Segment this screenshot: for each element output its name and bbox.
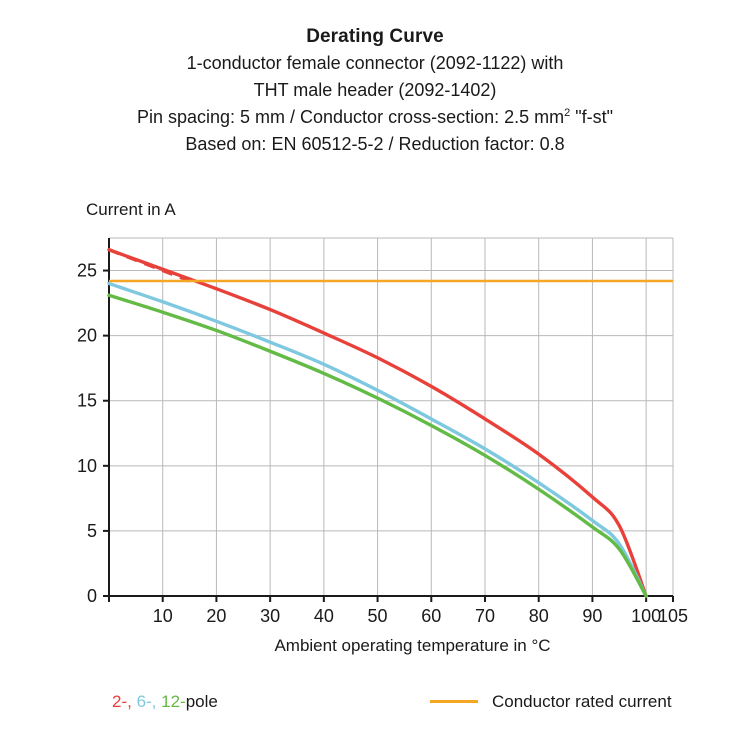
x-tick-label: 90	[582, 606, 603, 626]
y-tick-label: 20	[76, 325, 97, 346]
y-tick-label: 15	[76, 390, 97, 411]
x-axis-caption: Ambient operating temperature in °C	[274, 636, 551, 655]
legend-rated-current	[430, 692, 672, 712]
x-tick-label: 100	[631, 606, 662, 626]
spec-superscript: 2	[564, 107, 571, 119]
x-tick-label: 70	[474, 606, 496, 626]
spec-prefix: Pin spacing: 5 mm / Conductor cross-section: 2.5 mm	[136, 107, 565, 127]
x-tick-label: 105	[657, 606, 689, 626]
y-axis-caption: Current in A	[86, 200, 176, 219]
legend-6-pole: 6-,	[131, 692, 157, 711]
spec-suffix: "f-st"	[570, 107, 614, 127]
x-tick-label: 10	[152, 606, 173, 626]
x-tick-label: 60	[421, 606, 442, 626]
legend-2-pole: 2-,	[112, 692, 132, 711]
page-title: Derating Curve	[306, 26, 444, 47]
title-line-2: THT male header (2092-1402)	[253, 80, 497, 100]
chart-legend	[0, 692, 750, 732]
y-tick-label: 5	[86, 520, 97, 541]
y-tick-label: 25	[76, 260, 97, 281]
x-tick-label: 30	[260, 606, 281, 626]
y-tick-label: 0	[86, 586, 97, 606]
legend-line-swatch-icon	[430, 700, 478, 703]
y-tick-label: 10	[76, 455, 97, 476]
title-line-1: 1-conductor female connector (2092-1122) with	[186, 53, 564, 73]
title-line-4: Based on: EN 60512-5-2 / Reduction factor: 0.8	[185, 134, 565, 154]
x-tick-label: 40	[313, 606, 334, 626]
x-tick-label: 80	[528, 606, 549, 626]
legend-rated-current-label: Conductor rated current	[492, 692, 672, 711]
legend-poles	[112, 692, 218, 712]
legend-12-pole: 12-	[156, 692, 186, 711]
legend-pole-word: pole	[185, 692, 218, 711]
x-tick-label: 50	[367, 606, 388, 626]
x-tick-label: 20	[206, 606, 227, 626]
